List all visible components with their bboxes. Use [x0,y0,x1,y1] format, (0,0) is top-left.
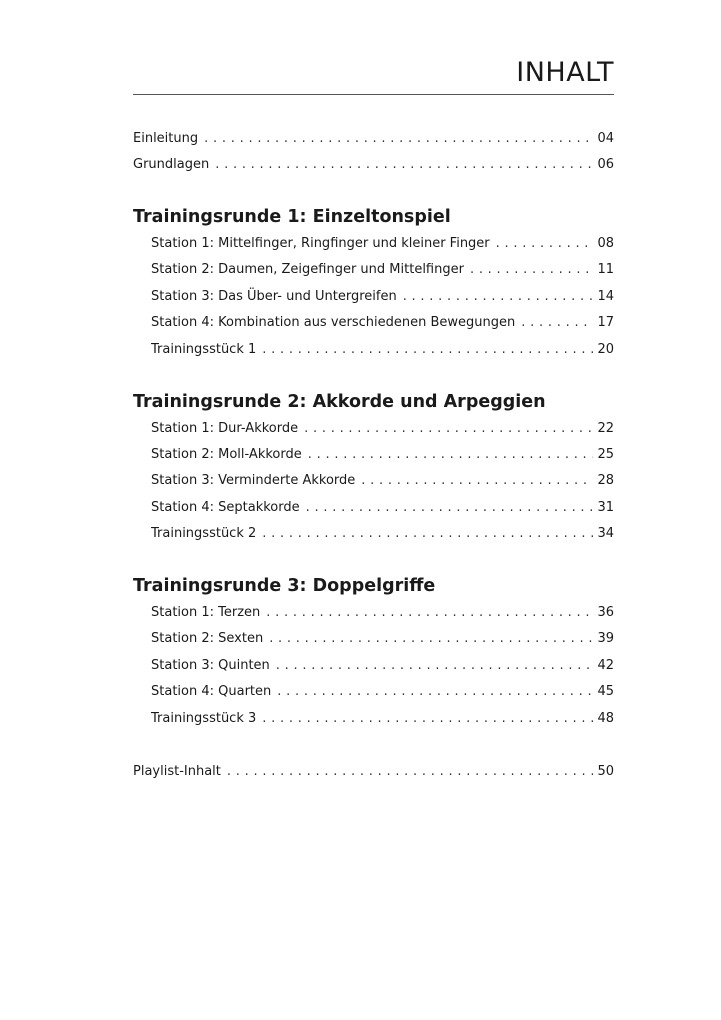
toc-entry-page: 48 [597,711,614,726]
toc-entry-page: 11 [597,262,614,277]
toc-entry[interactable] [151,287,614,307]
toc-entry-label: Station 3: Verminderte Akkorde [151,473,356,488]
leader-dots [277,682,593,702]
toc-entry-grundlagen[interactable] [133,155,614,175]
toc-entry-page: 08 [597,236,614,251]
leader-dots [470,260,594,280]
leader-dots [521,313,593,333]
title-divider [133,94,614,95]
section-heading-1[interactable]: Trainingsrunde 1: Einzeltonspiel [133,207,451,227]
toc-entry-page: 17 [597,315,614,330]
toc-entry[interactable] [151,498,614,518]
toc-entry-label: Station 1: Terzen [151,605,261,620]
toc-entry-label: Station 4: Septakkorde [151,500,300,515]
toc-entry-page: 20 [597,342,614,357]
toc-entry-label: Station 2: Daumen, Zeigefinger und Mittelfinger [151,262,464,277]
toc-entry-label: Station 2: Moll-Akkorde [151,447,302,462]
toc-entry[interactable] [151,445,614,465]
page-title: INHALT [516,57,614,88]
toc-entry[interactable] [151,260,614,280]
leader-dots [215,155,593,175]
toc-entry-label: Station 1: Dur-Akkorde [151,421,299,436]
toc-entry[interactable] [151,603,614,623]
toc-entry[interactable] [151,629,614,649]
section-heading-2[interactable]: Trainingsrunde 2: Akkorde und Arpeggien [133,392,546,412]
toc-entry-page: 04 [597,131,614,146]
leader-dots [266,603,593,623]
leader-dots [306,498,594,518]
toc-entry-page: 39 [597,631,614,646]
toc-entry[interactable] [151,340,614,360]
toc-entry-page: 34 [597,526,614,541]
toc-entry-label: Station 3: Das Über- und Untergreifen [151,289,397,304]
toc-entry-page: 36 [597,605,614,620]
toc-entry[interactable] [151,419,614,439]
toc-entry-label: Station 1: Mittelfinger, Ringfinger und kleiner Finger [151,236,490,251]
toc-entry-page: 25 [597,447,614,462]
leader-dots [403,287,594,307]
leader-dots [269,629,593,649]
leader-dots [304,419,593,439]
toc-entry[interactable] [151,313,614,333]
leader-dots [276,656,594,676]
toc-entry-page: 06 [597,157,614,172]
toc-entry-label: Grundlagen [133,157,210,172]
toc-entry-label: Station 3: Quinten [151,658,270,673]
toc-entry[interactable] [151,234,614,254]
toc-entry-label: Playlist-Inhalt [133,764,221,779]
toc-entry-label: Station 4: Quarten [151,684,272,699]
leader-dots [361,471,593,491]
toc-entry-label: Trainingsstück 3 [151,711,257,726]
leader-dots [262,524,593,544]
toc-entry[interactable] [151,656,614,676]
toc-entry-page: 45 [597,684,614,699]
toc-entry-label: Einleitung [133,131,199,146]
section-heading-3[interactable]: Trainingsrunde 3: Doppelgriffe [133,576,436,596]
toc-entry-page: 22 [597,421,614,436]
toc-entry-label: Trainingsstück 2 [151,526,257,541]
toc-entry-label: Trainingsstück 1 [151,342,257,357]
toc-entry[interactable] [151,682,614,702]
toc-entry-label: Station 4: Kombination aus verschiedenen Bewegungen [151,315,516,330]
toc-entry[interactable] [151,471,614,491]
toc-entry-einleitung[interactable] [133,129,614,149]
toc-entry-playlist[interactable] [133,762,614,782]
leader-dots [227,762,594,782]
toc-entry-label: Station 2: Sexten [151,631,264,646]
leader-dots [262,709,593,729]
toc-entry-page: 14 [597,289,614,304]
leader-dots [496,234,594,254]
toc-entry-page: 28 [597,473,614,488]
leader-dots [204,129,593,149]
toc-entry[interactable] [151,524,614,544]
leader-dots [262,340,593,360]
toc-entry-page: 42 [597,658,614,673]
toc-entry[interactable] [151,709,614,729]
toc-entry-page: 50 [597,764,614,779]
toc-entry-page: 31 [597,500,614,515]
leader-dots [308,445,594,465]
